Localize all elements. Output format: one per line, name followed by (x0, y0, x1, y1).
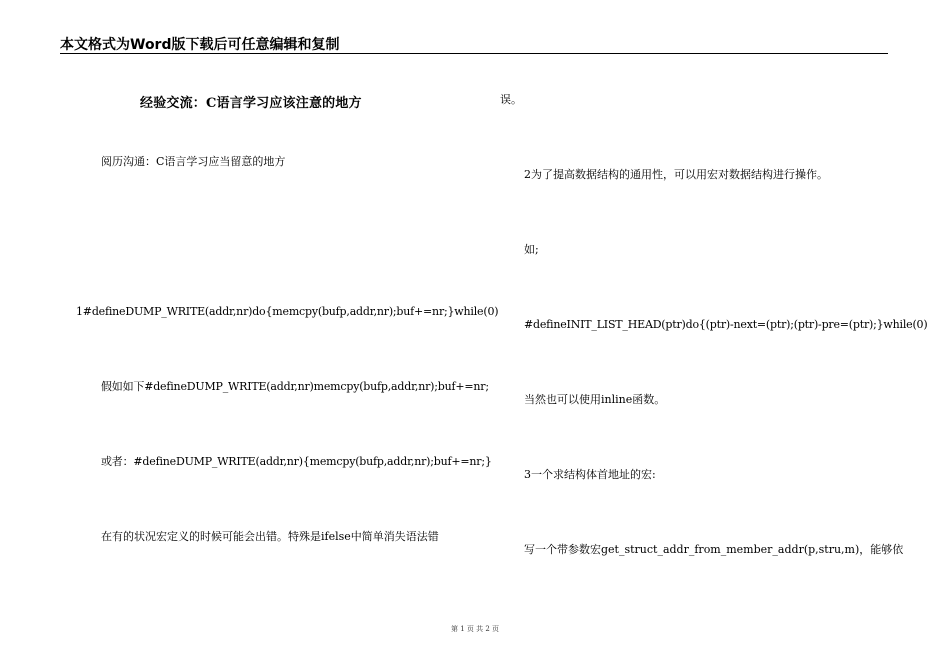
right-paragraph-3: 如; (524, 243, 539, 256)
right-paragraph-7: 写一个带参数宏get_struct_addr_from_member_addr(p,stru,m)，能够依 (524, 543, 904, 556)
document-banner: 本文格式为Word版下载后可任意编辑和复制 (60, 37, 340, 53)
left-paragraph-5: 在有的状况宏定义的时候可能会出错。特殊是ifelse中简单消失语法错 (101, 530, 439, 543)
right-paragraph-4: #defineINIT_LIST_HEAD(ptr)do{(ptr)-next=(ptr);(ptr)-pre=(ptr);}while(0) (524, 318, 928, 331)
right-paragraph-2: 2为了提高数据结构的通用性，可以用宏对数据结构进行操作。 (524, 168, 828, 181)
left-paragraph-4: 或者：#defineDUMP_WRITE(addr,nr){memcpy(bufp,addr,nr);buf+=nr;} (101, 455, 492, 468)
left-paragraph-3: 假如如下#defineDUMP_WRITE(addr,nr)memcpy(bufp,addr,nr);buf+=nr; (101, 380, 489, 393)
right-paragraph-1: 误。 (500, 93, 522, 106)
right-paragraph-5: 当然也可以使用inline函数。 (524, 393, 666, 406)
left-paragraph-1: 阅历沟通：C语言学习应当留意的地方 (101, 155, 286, 168)
document-title: 经验交流：C语言学习应该注意的地方 (140, 96, 362, 111)
page-number-footer: 第 1 页 共 2 页 (450, 625, 500, 633)
header-divider (60, 53, 888, 54)
right-paragraph-6: 3一个求结构体首地址的宏: (524, 468, 656, 481)
left-paragraph-2: 1#defineDUMP_WRITE(addr,nr)do{memcpy(bufp,addr,nr);buf+=nr;}while(0) (76, 305, 499, 318)
